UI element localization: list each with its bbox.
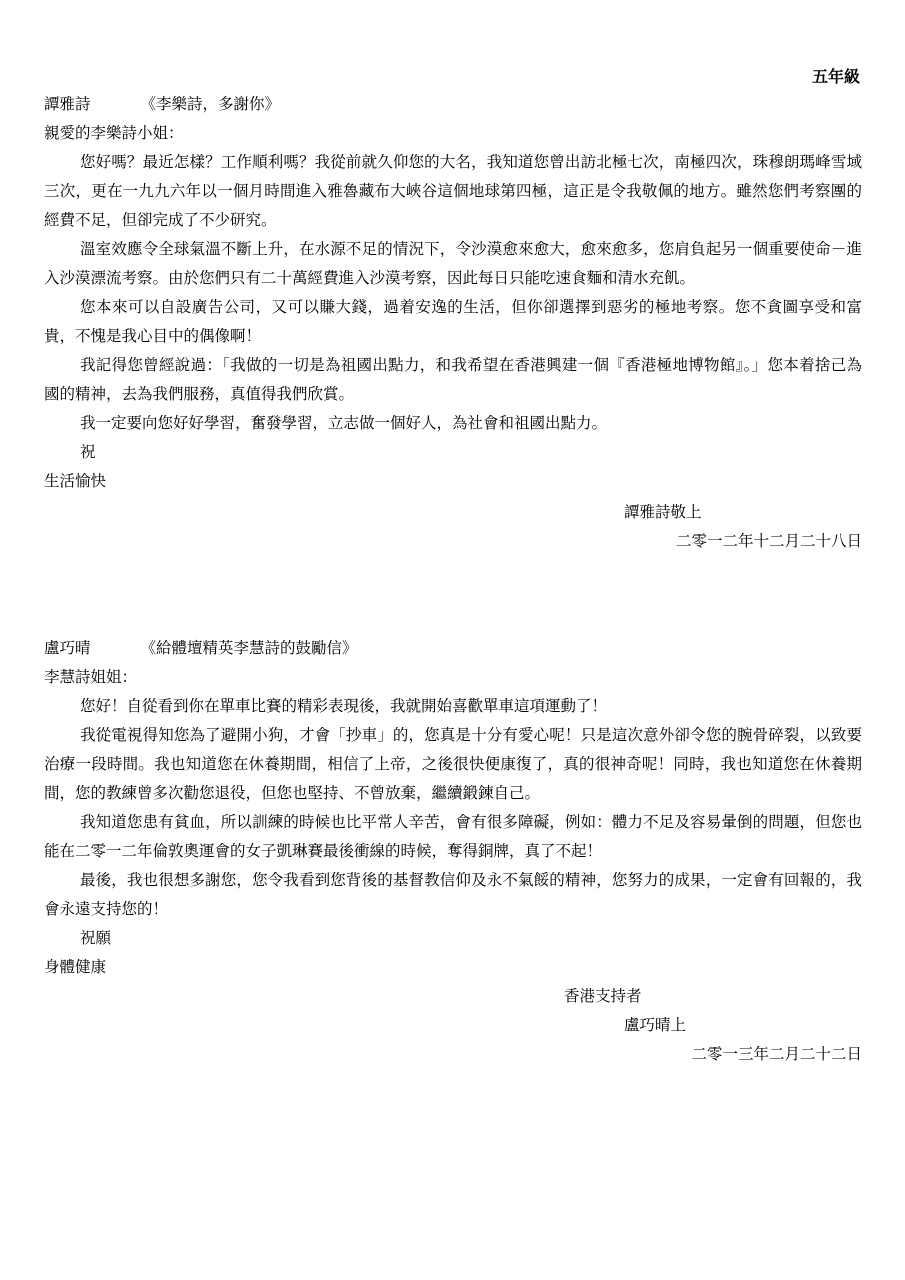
paragraph: 您本來可以自設廣告公司，又可以賺大錢，過着安逸的生活，但你卻選擇到惡劣的極地考察。您不貪圖享受和富貴，不愧是我心目中的偶像啊！ (44, 298, 862, 345)
paragraph: 最後，我也很想多謝您，您令我看到您背後的基督教信仰及永不氣餒的精神，您努力的成果，一定會有回報的，我會永遠支持您的！ (44, 871, 862, 918)
letter-date: 二零一三年二月二十二日 (691, 1045, 862, 1063)
paragraph: 我從電視得知您為了避開小狗，才會「抄車」的，您真是十分有愛心呢！只是這次意外卻令您的腕骨碎裂，以致要治療一段時間。我也知道您在休養期間，相信了上帝，之後很快便康復了，真的很神奇呢！同時，我也知道您在休養期間，您的教練曾多次勸您退役，但您也堅持、不曾放棄，繼續鍛鍊自己。 (44, 726, 862, 802)
grade-label: 五年級 (811, 67, 860, 86)
paragraph: 我知道您患有貧血，所以訓練的時候也比平常人辛苦，會有很多障礙，例如：體力不足及容易暈倒的問題，但您也能在二零一二年倫敦奧運會的女子凱琳賽最後衝線的時候，奪得銅牌，真了不起！ (44, 813, 862, 860)
letter-title: 《給體壇精英李慧詩的鼓勵信》 (140, 639, 358, 657)
signature: 譚雅詩敬上 (624, 503, 702, 521)
paragraph: 溫室效應令全球氣溫不斷上升，在水源不足的情況下，令沙漠愈來愈大，愈來愈多，您肩負起另一個重要使命－進入沙漠漂流考察。由於您們只有二十萬經費進入沙漠考察，因此每日只能吃速食麵和清水充飢。 (44, 240, 862, 287)
letter-title: 《李樂詩，多謝你》 (140, 95, 281, 113)
signature: 盧巧晴上 (624, 1016, 687, 1034)
closing-wish: 祝 (80, 443, 96, 461)
salutation: 李慧詩姐姐： (44, 668, 138, 686)
letter-date: 二零一二年十二月二十八日 (675, 532, 862, 550)
author-name: 譚雅詩 (44, 95, 91, 113)
author-name: 盧巧晴 (44, 639, 91, 657)
salutation: 親愛的李樂詩小姐： (44, 124, 184, 142)
closing-blessing: 身體健康 (44, 958, 107, 976)
closing-blessing: 生活愉快 (44, 472, 107, 490)
paragraph: 我一定要向您好好學習，奮發學習，立志做一個好人，為社會和祖國出點力。 (80, 414, 608, 432)
signature-role: 香港支持者 (564, 987, 642, 1005)
paragraph: 您好！自從看到你在單車比賽的精彩表現後，我就開始喜歡單車這項運動了！ (80, 697, 608, 715)
paragraph: 我記得您曾經說過：「我做的一切是為祖國出點力，和我希望在香港興建一個『香港極地博物館』。」您本着捨己為國的精神，去為我們服務，真值得我們欣賞。 (44, 356, 862, 403)
paragraph: 您好嗎？最近怎樣？工作順利嗎？我從前就久仰您的大名，我知道您曾出訪北極七次，南極四次，珠穆朗瑪峰雪域三次，更在一九九六年以一個月時間進入雅魯藏布大峽谷這個地球第四極，這正是令我敬佩的地方。雖然您們考察團的經費不足，但卻完成了不少研究。 (44, 153, 862, 229)
letter-heading (44, 634, 862, 663)
letter-heading (44, 90, 862, 119)
letter-1 (44, 90, 862, 556)
letter-2 (44, 634, 862, 1069)
closing-wish: 祝願 (80, 929, 112, 947)
